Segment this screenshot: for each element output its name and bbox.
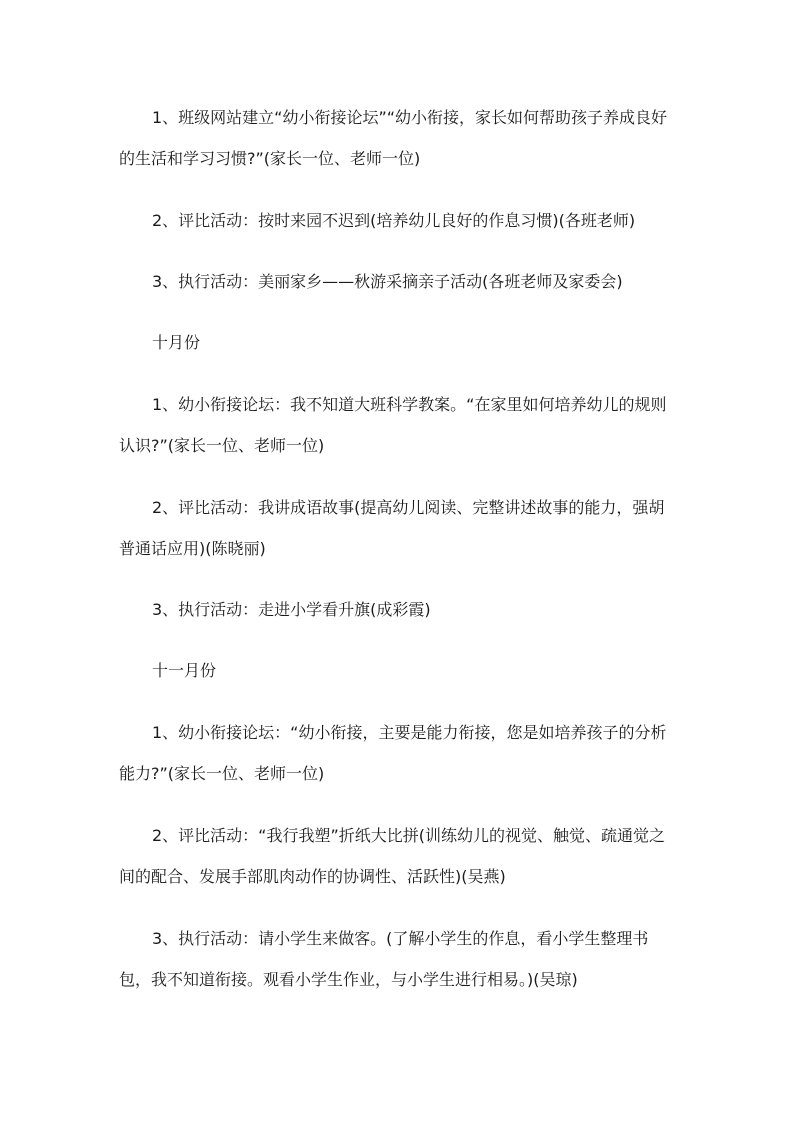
- section-heading-november: 十一月份: [152, 661, 217, 680]
- sept-item-1: 1、班级网站建立“幼小衔接论坛”“幼小衔接，家长如何帮助孩子养成良好的生活和学习习惯?”(家长一位、老师一位): [119, 108, 668, 168]
- sept-item-2: 2、评比活动：按时来园不迟到(培养幼儿良好的作息习惯)(各班老师): [152, 211, 636, 230]
- nov-item-3: 3、执行活动：请小学生来做客。(了解小学生的作息，看小学生整理书包，我不知道衔接。观看小学生作业，与小学生进行相易。)(吴琼): [119, 929, 649, 989]
- oct-item-1: 1、幼小衔接论坛：我不知道大班科学教案。“在家里如何培养幼儿的规则认识?”(家长一位、老师一位): [119, 395, 667, 455]
- nov-item-1: 1、幼小衔接论坛：“幼小衔接，主要是能力衔接，您是如培养孩子的分析能力?”(家长一位、老师一位): [119, 723, 667, 783]
- nov-item-2: 2、评比活动：“我行我塑”折纸大比拼(训练幼儿的视觉、触觉、疏通觉之间的配合、发展手部肌肉动作的协调性、活跃性)(吴燕): [119, 826, 666, 886]
- oct-item-2: 2、评比活动：我讲成语故事(提高幼儿阅读、完整讲述故事的能力，强胡普通话应用)(陈晓丽): [119, 498, 665, 558]
- section-heading-october: 十月份: [152, 333, 201, 352]
- oct-item-3: 3、执行活动：走进小学看升旗(成彩霞): [152, 600, 431, 619]
- sept-item-3: 3、执行活动：美丽家乡——秋游采摘亲子活动(各班老师及家委会): [152, 272, 623, 291]
